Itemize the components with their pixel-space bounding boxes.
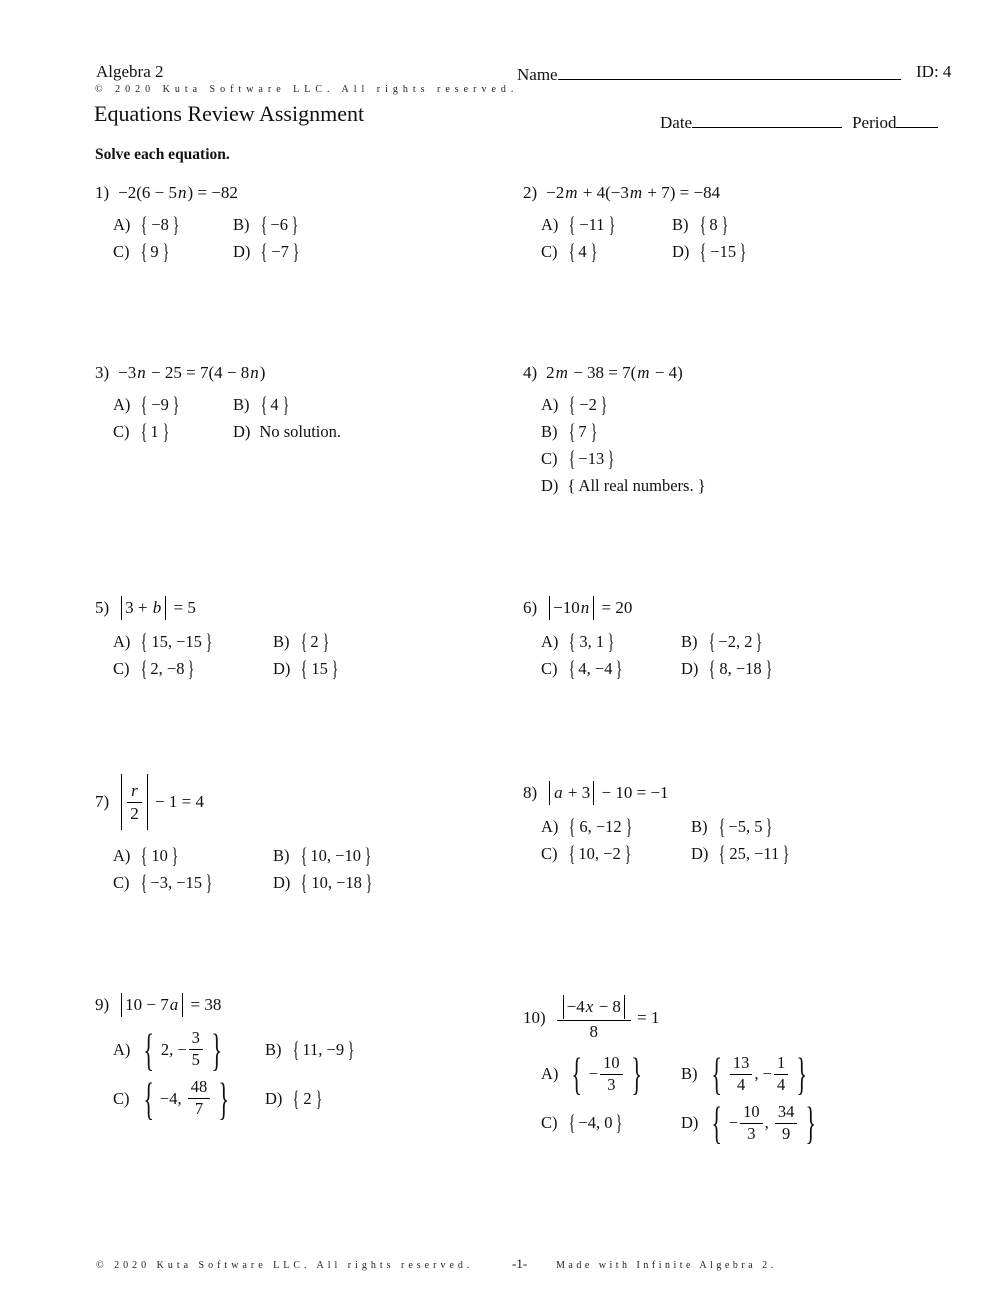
absolute-value: 3 + b [118, 596, 169, 620]
answer-choices [95, 1024, 356, 1124]
choice-label: B) [681, 631, 698, 651]
choice-value [291, 1036, 357, 1062]
choice-value [707, 628, 765, 654]
solution-set: { −15 } [700, 238, 747, 265]
choice-value [139, 418, 171, 445]
course-label: Algebra 2 [96, 62, 164, 81]
choice-value [299, 655, 339, 681]
choice-label: D) [541, 476, 559, 495]
problem-number: 7) [95, 792, 110, 812]
choice-value [707, 1098, 820, 1149]
choice-value [139, 391, 180, 418]
equation: −2(6 − 5 n ) = −82 [118, 183, 238, 202]
choice-value [299, 628, 331, 654]
choice-B [691, 813, 791, 839]
choice-value [299, 869, 373, 896]
choice-label: B) [672, 215, 689, 234]
choice-value [717, 813, 775, 839]
problem-7 [95, 774, 374, 896]
choice-C [541, 445, 706, 472]
choice-A [113, 211, 233, 238]
fraction: $\frac{1}{4}$ [774, 1054, 788, 1095]
choice-value [259, 238, 300, 265]
choice-value [259, 391, 291, 418]
absolute-value [118, 774, 151, 830]
choice-label: A) [113, 215, 131, 234]
problem-number: 3) [95, 363, 110, 382]
choice-D [681, 655, 774, 681]
fraction: $\frac{48}{7}$ [188, 1078, 211, 1119]
problem-6 [523, 596, 774, 679]
solution-set: { 25, −11 } [719, 840, 790, 866]
choice-value [567, 628, 616, 654]
choice-A [541, 628, 681, 654]
answer-choices [95, 391, 342, 445]
solution-set: { 9 } [140, 238, 169, 265]
choice-C [113, 1073, 265, 1124]
solution-set: { 2 } [293, 1085, 322, 1111]
solution-set: { 2, −8 } [140, 655, 195, 681]
choice-value [259, 211, 300, 238]
answer-choices [523, 813, 791, 866]
solution-set: { 2, − $\frac{3}{5}$ } [143, 1024, 222, 1075]
choice-label: A) [541, 215, 559, 234]
choice-A [541, 813, 691, 839]
choice-label: C) [113, 242, 130, 261]
choice-label: B) [265, 1039, 282, 1059]
choice-B [681, 1049, 821, 1100]
choice-value [567, 1109, 625, 1136]
problem-2 [523, 183, 748, 265]
choice-value [698, 211, 730, 238]
choice-label: A) [541, 816, 559, 836]
choice-D [691, 840, 791, 866]
answer-choices [523, 628, 774, 681]
solution-set: { −4, $\frac{48}{7}$ } [142, 1073, 230, 1124]
choice-label: D) [681, 1113, 699, 1133]
choice-label: D) [691, 843, 709, 863]
choice-value [567, 238, 599, 265]
footer-madewith: Made with Infinite Algebra 2. [556, 1260, 777, 1271]
solution-set: { − $\frac{10}{3}$ } [571, 1049, 642, 1100]
problem-number: 4) [523, 363, 538, 382]
solution-set: { −4, 0 } [568, 1109, 623, 1136]
equation: a + 3 − 10 = −1 [546, 781, 668, 805]
period-label: Period [852, 112, 897, 132]
answer-choices [95, 842, 374, 896]
choice-label: D) [681, 658, 699, 678]
problem-4 [523, 363, 706, 496]
choice-C [113, 655, 273, 681]
choice-label: D) [672, 242, 690, 261]
equation: −4 x − 8 8 = 1 [555, 995, 660, 1041]
choice-B [273, 628, 340, 654]
choice-label: A) [113, 846, 131, 866]
footer-page-number: -1- [512, 1256, 528, 1271]
answer-choices [95, 628, 340, 681]
solution-set: { −2 } [569, 391, 608, 418]
absolute-value: 10 − 7 a [118, 993, 186, 1017]
choice-C [541, 655, 681, 681]
problem-8 [523, 781, 791, 864]
solution-set: { 6, −12 } [569, 813, 632, 839]
solution-set: { 15 } [301, 655, 339, 681]
equation: 3 + b = 5 [118, 596, 196, 620]
solution-set: { −11 } [569, 211, 615, 238]
choice-value [698, 238, 748, 265]
choice-label: C) [541, 843, 558, 863]
problem-number: 5) [95, 597, 110, 617]
choice-D [672, 238, 748, 265]
solution-set: { 8, −18 } [709, 655, 772, 681]
choice-label: C) [113, 658, 130, 678]
solution-set: { 7 } [568, 418, 597, 445]
solution-set: { 11, −9 } [292, 1036, 355, 1062]
problem-number: 2) [523, 183, 538, 202]
choice-B [233, 211, 301, 238]
answer-choices [523, 1049, 821, 1149]
problem-number: 8) [523, 782, 538, 802]
equation: $\frac{r}{2}$ − 1 = 4 [118, 774, 204, 830]
choice-value: No solution. [259, 422, 342, 441]
solution-set: { −7 } [261, 238, 300, 265]
solution-set: { −5, 5 } [718, 813, 773, 839]
choice-value [139, 869, 214, 896]
choice-label: A) [113, 631, 131, 651]
absolute-value: −10 n [546, 596, 597, 620]
choice-value [567, 655, 625, 681]
choice-A [113, 391, 233, 418]
solution-set: { 3, 1 } [569, 628, 615, 654]
problem-3 [95, 363, 342, 445]
fraction: $\frac{3}{5}$ [189, 1029, 203, 1070]
solution-set: { 10, −18 } [301, 869, 373, 896]
choice-D [273, 869, 374, 896]
choice-value [567, 813, 633, 839]
choice-value [567, 391, 608, 418]
choice-C [541, 840, 691, 866]
solution-set: { 2 } [300, 628, 329, 654]
choice-label: C) [541, 449, 558, 468]
solution-set: { −9 } [141, 391, 180, 418]
choice-label: B) [233, 215, 250, 234]
solution-set: { 1 } [140, 418, 169, 445]
name-row [517, 62, 901, 85]
copyright-line: © 2020 Kuta Software LLC. All rights reserved. [95, 84, 519, 95]
fraction: $\frac{13}{4}$ [730, 1054, 753, 1095]
choice-value [299, 842, 373, 869]
name-label: Name [517, 64, 558, 84]
fraction: −4 x − 8 8 [557, 995, 631, 1041]
choice-label: C) [541, 658, 558, 678]
choice-D [681, 1098, 821, 1149]
choice-value [291, 1085, 323, 1111]
solution-set: { 4, −4 } [568, 655, 623, 681]
equation: −3 n − 25 = 7(4 − 8 n ) [118, 363, 266, 382]
answer-choices [523, 391, 706, 496]
date-label: Date [660, 112, 693, 132]
choice-C [113, 418, 233, 445]
solution-set: { −6 } [260, 211, 299, 238]
choice-C [113, 238, 233, 265]
solution-set: { $\frac{13}{4}$ , − $\frac{1}{4}$ } [710, 1049, 808, 1100]
choice-label: D) [273, 658, 291, 678]
choice-D [233, 238, 301, 265]
solution-set: { 8 } [699, 211, 728, 238]
choice-A [113, 628, 273, 654]
choice-label: A) [113, 395, 131, 414]
choice-value: { All real numbers. } [567, 476, 706, 495]
choice-A [541, 1049, 681, 1100]
choice-label: A) [541, 1064, 559, 1084]
choice-label: B) [541, 422, 558, 441]
choice-label: A) [541, 631, 559, 651]
choice-label: B) [273, 631, 290, 651]
choice-label: B) [691, 816, 708, 836]
fraction: $\frac{r}{2}$ [127, 781, 142, 823]
absolute-value: a + 3 [546, 781, 597, 805]
choice-D [265, 1078, 356, 1120]
choice-B [681, 628, 774, 654]
choice-B [672, 211, 748, 238]
answer-choices [95, 211, 301, 265]
problem-number: 10) [523, 1008, 546, 1028]
choice-C [113, 869, 273, 896]
choice-value [567, 445, 617, 472]
choice-value [567, 418, 599, 445]
solution-set: { 4 } [568, 238, 597, 265]
absolute-value: −4 x − 8 [560, 995, 628, 1019]
choice-value [567, 211, 616, 238]
solution-set: { −8 } [141, 211, 180, 238]
choice-value [567, 840, 633, 866]
choice-value [139, 655, 197, 681]
problem-1 [95, 183, 301, 265]
instructions: Solve each equation. [95, 146, 230, 163]
solution-set: { − $\frac{10}{3}$ , $\frac{34}{9}$ } [711, 1098, 817, 1149]
choice-label: A) [113, 1039, 131, 1059]
period-blank-line [896, 110, 938, 128]
name-blank-line [558, 62, 901, 80]
choice-label: D) [233, 242, 251, 261]
choice-value [139, 211, 180, 238]
choice-label: B) [233, 395, 250, 414]
equation: −10 n = 20 [546, 596, 632, 620]
solution-set: { −2, 2 } [708, 628, 763, 654]
choice-label: C) [113, 873, 130, 893]
fraction: $\frac{10}{3}$ [600, 1054, 623, 1095]
choice-label: B) [681, 1064, 698, 1084]
choice-label: B) [273, 846, 290, 866]
choice-A [113, 842, 273, 869]
problem-number: 9) [95, 994, 110, 1014]
choice-label: D) [233, 422, 251, 441]
choice-B [233, 391, 341, 418]
choice-D [541, 476, 706, 496]
choice-label: C) [113, 422, 130, 441]
problem-10 [523, 995, 821, 1149]
solution-set: { 15, −15 } [141, 628, 213, 654]
problem-5 [95, 596, 340, 679]
choice-value [139, 1024, 226, 1075]
solution-set: { 10, −2 } [568, 840, 632, 866]
answer-choices [523, 211, 748, 265]
choice-value [707, 655, 773, 681]
solution-set: { −3, −15 } [140, 869, 213, 896]
choice-B [541, 418, 706, 445]
choice-label: A) [541, 395, 559, 414]
solution-set: { −13 } [568, 445, 615, 472]
choice-C [541, 1102, 681, 1144]
choice-value [139, 628, 213, 654]
choice-A [541, 211, 672, 238]
solution-set: { 10, −10 } [300, 842, 372, 869]
problem-number: 6) [523, 597, 538, 617]
date-blank-line [692, 110, 842, 128]
choice-label: D) [273, 873, 291, 893]
choice-B [265, 1029, 356, 1071]
equation: 2 m − 38 = 7( m − 4) [546, 363, 683, 382]
solution-set: { 4 } [260, 391, 289, 418]
equation: 10 − 7 a = 38 [118, 993, 221, 1017]
choice-A [113, 1024, 265, 1075]
choice-value [707, 1049, 812, 1100]
choice-label: C) [541, 1113, 558, 1133]
choice-value [567, 1049, 646, 1100]
choice-value [139, 842, 179, 869]
date-row [660, 110, 938, 133]
choice-label: D) [265, 1088, 283, 1108]
footer-copyright: © 2020 Kuta Software LLC. All rights reserved. [96, 1260, 474, 1271]
choice-value [139, 1073, 234, 1124]
fraction: $\frac{34}{9}$ [775, 1103, 798, 1144]
choice-D [233, 422, 341, 442]
choice-C [541, 238, 672, 265]
choice-label: C) [113, 1088, 130, 1108]
choice-D [273, 655, 340, 681]
choice-B [273, 842, 374, 869]
choice-label: C) [541, 242, 558, 261]
choice-value [139, 238, 171, 265]
fraction: $\frac{10}{3}$ [740, 1103, 763, 1144]
equation: −2 m + 4(−3 m + 7) = −84 [546, 183, 721, 202]
choice-A [541, 391, 706, 418]
solution-set: { 10 } [141, 842, 179, 869]
problem-9 [95, 993, 356, 1124]
page-title: Equations Review Assignment [94, 101, 365, 126]
choice-value [717, 840, 791, 866]
id-label: ID: 4 [916, 62, 952, 81]
problem-number: 1) [95, 183, 110, 202]
